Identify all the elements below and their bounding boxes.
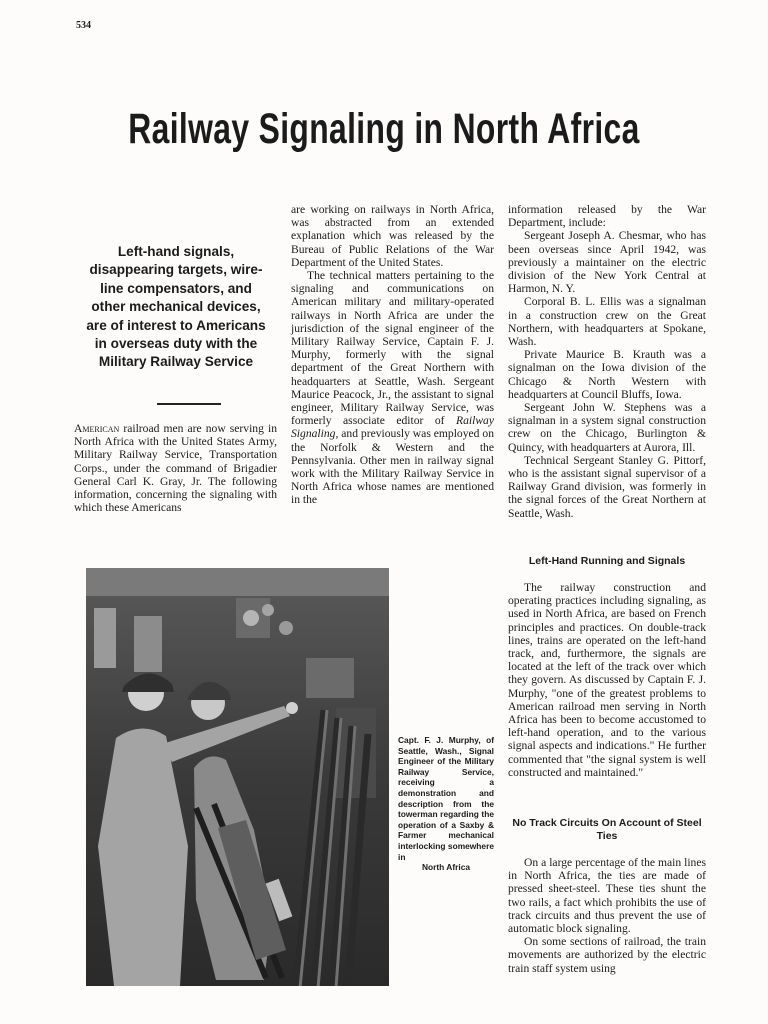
deck-divider: [157, 403, 221, 405]
col3-paragraph: information released by the War Department, include:: [508, 203, 706, 230]
col3-paragraph: Corporal B. L. Ellis was a signalman in a construction crew on the Great Northern, with headquarters at Spokane, Wash.: [508, 295, 706, 349]
col2-p2-part-b: and previously was employed on the Norfolk & Western and the Pennsylvania. Other men in railway signal work with the Military Railway Service in North Africa whose names are mentioned in the: [291, 427, 494, 507]
col3-paragraph: Sergeant John W. Stephens was a signalman in a system signal construction crew on the Chicago, Burlington & Quincy, with headquarters at Aurora, Ill.: [508, 401, 706, 454]
photo-caption: [398, 735, 494, 873]
intro-text: railroad men are now serving in North Africa with the United States Army, Military Railway Service, Transportation Corps., under the command of Brigadier General Carl K. Gray, Jr. The following information, concerning the signaling with which these Americans: [74, 422, 277, 515]
column-1: [74, 422, 277, 514]
page-number: 534: [76, 20, 91, 31]
article-deck: Left-hand signals, disappearing targets, wire-line compensators, and other mechanical devices, are of interest to Americans in overseas duty with the Military Railway Service: [86, 244, 266, 370]
section2-paragraph-2: On some sections of railroad, the train movements are authorized by the electric train staff system using: [508, 935, 706, 975]
section-left-hand-running-body: [508, 581, 706, 779]
interlocking-tower-photo: [86, 568, 389, 986]
column-2: [291, 203, 494, 507]
intro-lead-word: American: [74, 422, 120, 435]
intro-paragraph: [74, 422, 277, 514]
section1-paragraph: The railway construction and operating practices including signaling, as used in North Africa, are based on French principles and practices. On double-track lines, trains are operated on the left-hand track, and, furthermore, the signals are located at the left of the track over which they govern. As discussed by Captain F. J. Murphy, "one of the greatest problems to American railroad men serving in North Africa has been to become accustomed to left-hand operation, and to the various signal aspects and indications." He further commented that "the signal system is well constructed and maintained.": [508, 581, 706, 779]
article-title: Railway Signaling in North Africa: [128, 105, 640, 153]
magazine-name: Railway Signaling,: [291, 414, 494, 441]
section-heading-left-hand-running: Left-Hand Running and Signals: [528, 555, 686, 567]
col2-paragraph-1: are working on railways in North Africa, was abstracted from an extended explanation which was released by the Bureau of Public Relations of the War Department of the United States.: [291, 203, 494, 269]
col3-paragraph: Technical Sergeant Stanley G. Pittorf, who is the assistant signal supervisor of a Railway Grand division, was formerly in the signal forces of the Great Northern at Seattle, Wash.: [508, 453, 706, 520]
col2-paragraph-2: [291, 269, 494, 507]
section2-paragraph-1: On a large percentage of the main lines in North Africa, the ties are made of pressed sheet-steel. These ties shunt the two rails, a fact which prohibits the use of track circuits and thus prevent the use of automatic block signaling.: [508, 856, 706, 936]
section-heading-steel-ties: No Track Circuits On Account of Steel Ties: [512, 817, 702, 842]
caption-end: North Africa: [421, 862, 471, 873]
col2-p2-part-a: The technical matters pertaining to the signaling and communications on American military and military-operated railways in North Africa are under the jurisdiction of the signal engineer of the Military Railway Service, Captain F. J. Murphy, formerly with the signal department of the Great Northern with headquarters at Seattle, Wash. Sergeant Maurice Peacock, Jr., the assistant to signal engineer, Military Railway Service, was formerly associate editor of: [291, 269, 494, 428]
section-steel-ties-body: [508, 856, 706, 975]
column-3-top: [508, 203, 706, 520]
col3-paragraph: Sergeant Joseph A. Chesmar, who has been overseas since April 1942, was previously a maintainer on the electric division of the New York Central at Harmon, N. Y.: [508, 229, 706, 296]
caption-text: Capt. F. J. Murphy, of Seattle, Wash., Signal Engineer of the Military Railway Service, receiving a demonstration and description from the towerman regarding the operation of a Saxby & Farmer mechanical interlocking somewhere in: [398, 735, 494, 862]
col3-paragraph: Private Maurice B. Krauth was a signalman on the Iowa division of the Chicago & North Western with headquarters at Council Bluffs, Iowa.: [508, 348, 706, 401]
